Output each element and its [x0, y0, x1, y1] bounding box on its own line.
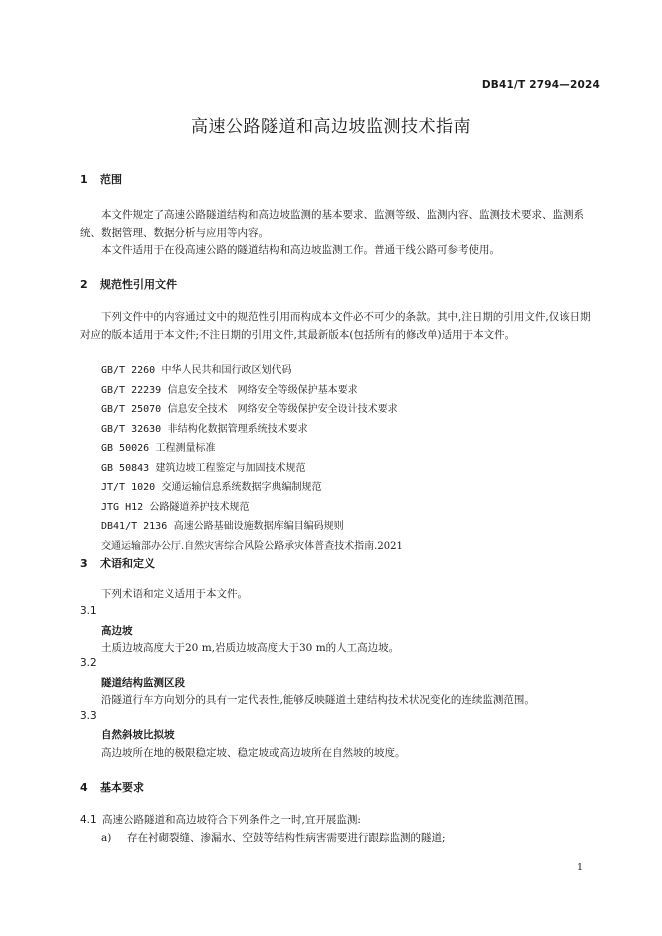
reference-item [101, 537, 403, 557]
reference-code: GB/T 32630 [101, 423, 162, 435]
reference-name: 工程测量标准 [155, 443, 216, 454]
section-number: 1 [80, 173, 88, 186]
standard-code: DB41/T 2794—2024 [481, 79, 600, 91]
section-3-heading [80, 555, 155, 571]
list-item [101, 830, 446, 845]
section-title: 范围 [100, 173, 122, 186]
reference-code: JTG H12 [101, 501, 144, 513]
term-number: 3.3 [80, 710, 97, 722]
reference-name: 非结构化数据管理系统技术要求 [167, 423, 308, 435]
reference-name: 交通运输信息系统数据字典编制规范 [161, 482, 322, 493]
reference-code: GB/T 2260 [101, 365, 156, 376]
scope-paragraph-1: 本文件规定了高速公路隧道结构和高边坡监测的基本要求、监测等级、监测内容、监测技术要求、监测系统、数据管理、数据分析与应用等内容。 [80, 209, 584, 239]
section-2-heading [80, 276, 177, 292]
item-label: a) [101, 832, 112, 844]
reference-code: GB 50843 [101, 462, 150, 474]
section-number: 2 [80, 278, 88, 291]
term-number: 3.1 [80, 605, 97, 617]
reference-code: JT/T 1020 [101, 482, 156, 493]
clause-text: 高速公路隧道和高边坡符合下列条件之一时,宜开展监测: [102, 814, 361, 826]
reference-name: 信息安全技术 网络安全等级保护基本要求 [167, 384, 358, 396]
section-4-heading [80, 779, 144, 795]
item-text: 存在衬砌裂缝、渗漏水、空鼓等结构性病害需要进行跟踪监测的隧道; [127, 832, 446, 844]
page-number: 1 [576, 862, 583, 873]
references-intro: 下列文件中的内容通过文中的规范性引用而构成本文件必不可少的条款。其中,注日期的引用文件,仅该日期对应的版本适用于本文件;不注日期的引用文件,其最新版本(包括所有的修改单)适用于本文件。 [80, 311, 591, 341]
term-definition: 土质边坡高度大于20 m,岩质边坡高度大于30 m的人工高边坡。 [101, 642, 400, 654]
reference-code: GB/T 25070 [101, 404, 162, 415]
reference-code: DB41/T 2136 [101, 521, 168, 532]
reference-item [101, 420, 403, 440]
term-name: 自然斜坡比拟坡 [101, 729, 175, 741]
reference-name: 交通运输部办公厅.自然灾害综合风险公路承灾体普查技术指南.2021 [101, 540, 403, 552]
section-title: 规范性引用文件 [100, 278, 177, 291]
reference-item [101, 517, 403, 537]
term-definition: 高边坡所在地的极限稳定坡、稳定坡或高边坡所在自然坡的坡度。 [101, 747, 406, 759]
reference-item [101, 361, 403, 381]
clause-number: 4.1 [80, 814, 97, 826]
section-number: 4 [80, 781, 88, 794]
term-definition: 沿隧道行车方向划分的具有一定代表性,能够反映隧道土建结构技术状况变化的连续监测范围。 [101, 694, 535, 706]
term-name: 高边坡 [101, 625, 133, 637]
clause-4-1 [80, 812, 361, 827]
section-title: 基本要求 [100, 781, 144, 794]
reference-item [101, 400, 403, 420]
reference-list [101, 361, 403, 556]
term-name: 隧道结构监测区段 [101, 677, 185, 689]
reference-item [101, 498, 403, 518]
term-number: 3.2 [80, 657, 97, 669]
reference-name: 建筑边坡工程鉴定与加固技术规范 [155, 462, 306, 474]
reference-name: 高速公路基础设施数据库编目编码规则 [173, 521, 344, 532]
reference-code: GB 50026 [101, 443, 150, 454]
reference-name: 公路隧道养护技术规范 [149, 501, 250, 513]
reference-name: 信息安全技术 网络安全等级保护安全设计技术要求 [167, 404, 398, 415]
reference-code: GB/T 22239 [101, 384, 162, 396]
terms-intro: 下列术语和定义适用于本文件。 [101, 588, 248, 600]
reference-name: 中华人民共和国行政区划代码 [161, 365, 292, 376]
section-number: 3 [80, 557, 88, 570]
reference-item [101, 478, 403, 498]
section-title: 术语和定义 [100, 557, 155, 570]
reference-item [101, 439, 403, 459]
scope-paragraph-2: 本文件适用于在役高速公路的隧道结构和高边坡监测工作。普通干线公路可参考使用。 [101, 244, 500, 256]
document-title: 高速公路隧道和高边坡监测技术指南 [191, 117, 471, 137]
section-1-heading [80, 171, 122, 187]
reference-item [101, 381, 403, 401]
reference-item [101, 459, 403, 479]
